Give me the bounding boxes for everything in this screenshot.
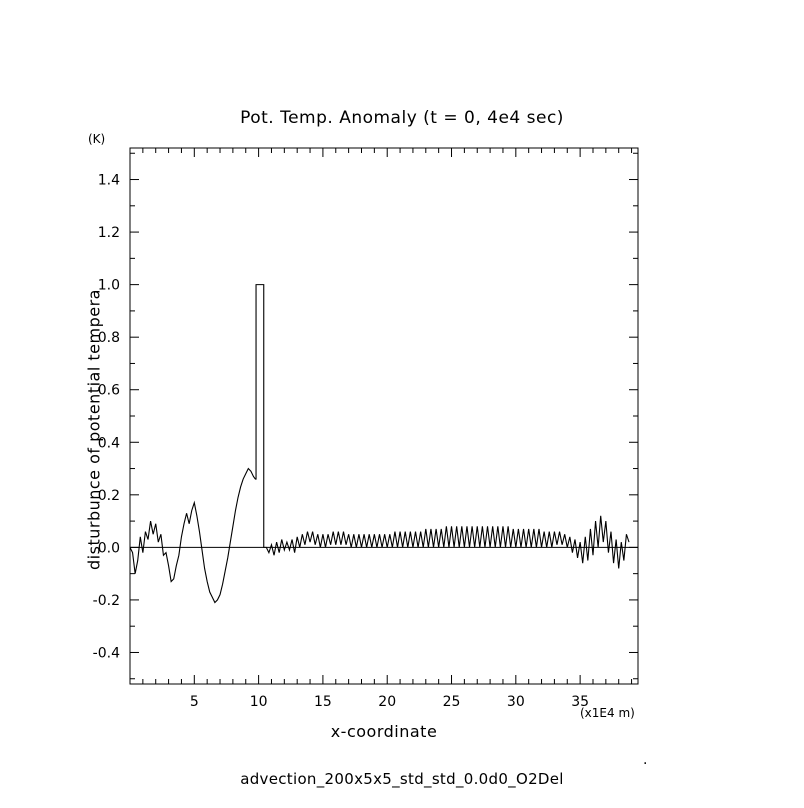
x-tick-label: 5 [189,694,199,710]
y-tick-label: 0.2 [97,487,120,504]
y-tick-label: 1.4 [97,172,120,189]
plot-frame [130,148,638,684]
chart-title: Pot. Temp. Anomaly (t = 0, 4e4 sec) [240,108,564,128]
y-axis-unit-label: (K) [88,132,106,146]
y-tick-label: -0.4 [92,645,120,662]
y-tick-label: -0.2 [92,592,120,609]
footer-mark: . [643,752,648,768]
y-axis-label: disturbunce of potential tempera [84,289,104,570]
data-series-line [130,285,629,603]
x-tick-label: 15 [313,694,332,710]
y-tick-label: 1.2 [97,225,120,242]
x-tick-label: 35 [571,694,590,710]
x-tick-label: 10 [249,694,268,710]
x-tick-label: 25 [442,694,461,710]
figure-caption: advection_200x5x5_std_std_0.0d0_O2Del [240,770,564,788]
y-tick-label: 0.6 [97,382,120,399]
x-axis-unit-label: (x1E4 m) [580,706,635,720]
y-tick-label: 0.8 [97,330,120,347]
x-tick-label: 20 [378,694,397,710]
x-axis-label: x-coordinate [330,722,438,741]
y-tick-label: 0.0 [97,540,120,557]
x-tick-label: 30 [506,694,525,710]
y-tick-label: 0.4 [97,435,120,452]
y-tick-label: 1.0 [97,277,120,294]
